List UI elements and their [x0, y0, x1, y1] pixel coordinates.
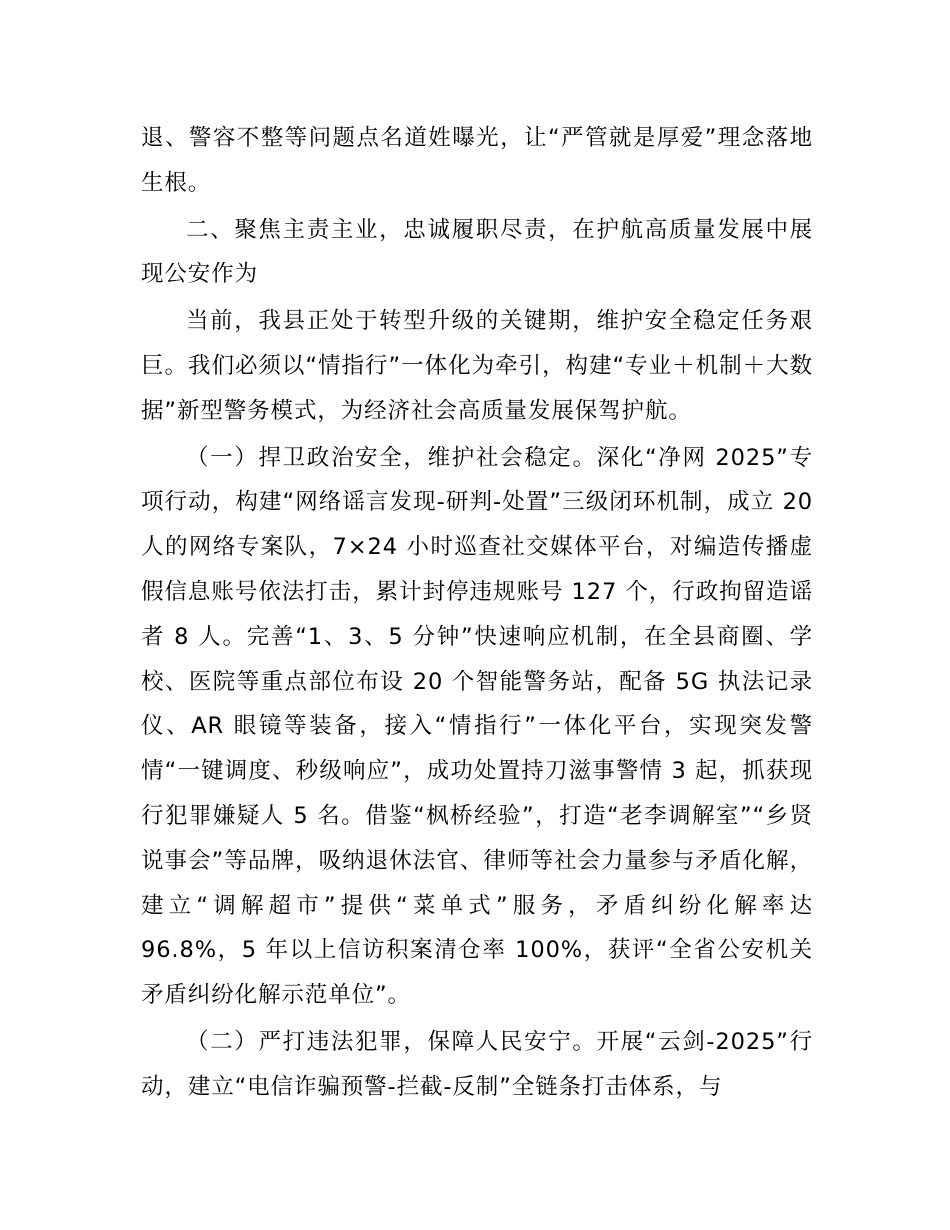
document-body [141, 116, 813, 1112]
paragraph-continuation: 退、警容不整等问题点名道姓曝光，让“严管就是厚爱”理念落地生根。 [141, 125, 813, 196]
paragraph-political-security: （一）捍卫政治安全，维护社会稳定。深化“净网 2025”专项行动，构建“网络谣言发现-研判-处置”三级闭环机制，成立 20 人的网络专案队，7×24 小时巡查社交媒体平台，对编造传播虚假信息账号依法打击，累计封停违规账号 127 个，行政拘留造谣者 8 人。完善“1、3、5 分钟”快速响应机制，在全县商圈、学校、医院等重点部位布设 20 个智能警务站，配备 5G 执法记录仪、AR 眼镜等装备，接入“情指行”一体化平台，实现突发警情“一键调度、秒级响应”，成功处置持刀滋事警情 3 起，抓获现行犯罪嫌疑人 5 名。借鉴“枫桥经验”，打造“老李调解室”“乡贤说事会”等品牌，吸纳退休法官、律师等社会力量参与矛盾化解，建立“调解超市”提供“菜单式”服务，矛盾纠纷化解率达 96.8%，5 年以上信访积案清仓率 100%，获评“全省公安机关矛盾纠纷化解示范单位”。 [141, 444, 813, 1009]
paragraph-intro: 当前，我县正处于转型升级的关键期，维护安全稳定任务艰巨。我们必须以“情指行”一体化为牵引，构建“专业＋机制＋大数据”新型警务模式，为经济社会高质量发展保驾护航。 [141, 308, 813, 424]
paragraph-crime-crackdown: （二）严打违法犯罪，保障人民安宁。开展“云剑-2025”行动，建立“电信诈骗预警-拦截-反制”全链条打击体系，与 [141, 1028, 813, 1100]
section-heading: 二、聚焦主责主业，忠诚履职尽责，在护航高质量发展中展现公安作为 [141, 216, 813, 288]
